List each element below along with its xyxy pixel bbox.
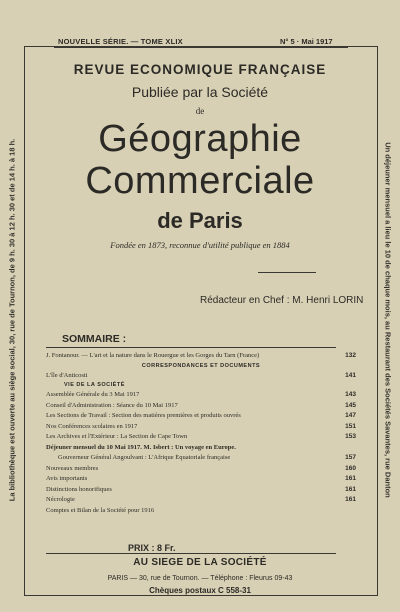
toc-entry-page: 161 [345, 485, 356, 493]
toc-entry-title: Les Archives et l'Extérieur : La Section de Cape Town [46, 433, 188, 440]
toc-entry-title: Nécrologie [46, 496, 75, 503]
series-label: NOUVELLE SÉRIE. — TOME XLIX [58, 37, 183, 46]
revue-title: REVUE ECONOMIQUE FRANÇAISE [73, 62, 327, 77]
toc-entry-title: Les Sections de Travail : Section des matières premières et produits ouvrés [46, 412, 241, 419]
toc-section-heading: VIE DE LA SOCIÉTÉ [64, 382, 125, 388]
issue-label: N° 5 · Mai 1917 [280, 37, 333, 46]
title-geographie: Géographie [98, 118, 302, 160]
toc-entry-page: 145 [345, 401, 356, 409]
title-de-paris: de Paris [157, 208, 243, 233]
toc-entry-title: Assemblée Générale du 3 Mai 1917 [46, 391, 140, 398]
toc-entry-title: Déjeuner mensuel du 10 Mai 1917. M. Isbert : Un voyage en Europe. [46, 443, 236, 451]
toc-section-heading: CORRESPONDANCES ET DOCUMENTS [141, 362, 261, 369]
toc-entry-page: 143 [345, 391, 356, 398]
toc-entry-page: 132 [345, 352, 356, 359]
published-by: Publiée par la Société [131, 84, 269, 100]
de-word: de [195, 106, 205, 116]
toc-entry-title: Gouverneur Général Angoulvant : L'Afrique Équatoriale française [58, 454, 231, 461]
toc-entry-page: 157 [345, 454, 356, 461]
library-hours-note: La bibliothèque est ouverte au siège social, 30, rue de Tournon, de 9 h. 30 à 12 h. 30 et de 14 h. à 18 h. [7, 138, 17, 502]
toc-entry-title: Comptes et Bilan de la Société pour 1916 [46, 506, 155, 514]
toc-entry-page: 141 [345, 371, 356, 379]
toc-entry-title: Avis importants [46, 475, 88, 482]
editor-in-chief: Rédacteur en Chef : M. Henri LORIN [200, 295, 364, 306]
toc-entry-title: Nouveaux membres [46, 464, 99, 472]
price: PRIX : 8 Fr. [128, 543, 176, 553]
toc-entry-title: Conseil d'Administration : Séance du 10 Mai 1917 [46, 401, 178, 409]
founded-note: Fondée en 1873, reconnue d'utilité publique en 1884 [110, 240, 290, 250]
toc-entry-page: 160 [345, 464, 356, 472]
toc-entry-title: Nos Conférences scolaires en 1917 [46, 422, 138, 430]
toc-entry-title: J. Fontanour. — L'art et la nature dans le Rouergue et les Gorges du Tarn (France) [46, 352, 260, 359]
sommaire-heading: SOMMAIRE : [62, 333, 127, 345]
siege-heading: AU SIEGE DE LA SOCIÉTÉ [133, 557, 267, 568]
toc-entry-page: 151 [345, 422, 356, 430]
address: PARIS — 30, rue de Tournon. — Téléphone : Fleurus 09-43 [107, 575, 293, 582]
toc-entry-page: 153 [345, 433, 356, 440]
decorative-rule [258, 272, 316, 273]
header-rule [54, 47, 348, 48]
monthly-lunch-note: Un déjeuner mensuel a lieu le 10 de chaque mois, au Restaurant des Sociétés Savantes, rue Danton [383, 142, 393, 498]
toc-entry-page: 147 [345, 412, 356, 419]
toc-entry-title: Distinctions honorifiques [46, 485, 112, 493]
postal-cheques: Chèques postaux C 558-31 [149, 586, 251, 595]
title-commerciale: Commerciale [85, 160, 315, 202]
toc-entry-title: L'île d'Anticosti [46, 371, 88, 379]
footer-rule [46, 553, 336, 554]
toc-entry-page: 161 [345, 496, 356, 503]
toc-entry-page: 161 [345, 475, 356, 482]
